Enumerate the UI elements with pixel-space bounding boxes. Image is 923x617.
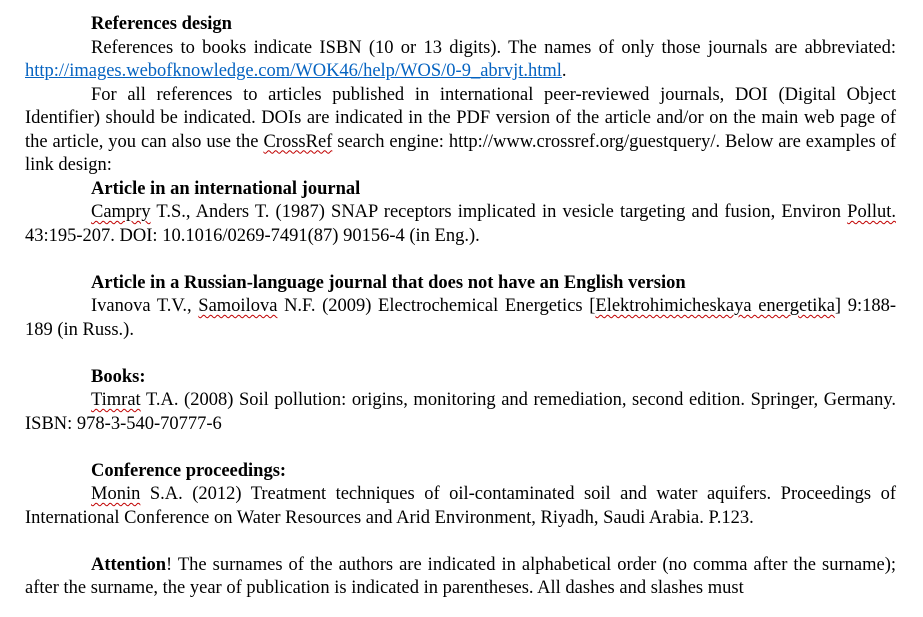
reference-text: T.S., Anders T. (1987) SNAP receptors implicated in vesicle targeting and fusion, Environ bbox=[150, 202, 848, 222]
example-international-article bbox=[25, 201, 896, 248]
author-surname: Samoilova bbox=[198, 296, 278, 316]
example-conference bbox=[25, 483, 896, 530]
heading-conference: Conference proceedings: bbox=[91, 460, 287, 481]
attention-text: ! The surnames of the authors are indicated in alphabetical order (no comma after the surname); after the surname, the year of publication is indicated in parentheses. All dashes and slashes must bbox=[25, 554, 896, 598]
crossref-word: CrossRef bbox=[263, 131, 333, 152]
blank-line bbox=[25, 248, 896, 272]
author-surname: Timrat bbox=[91, 390, 141, 410]
attention-paragraph bbox=[25, 554, 896, 601]
heading-russian-article: Article in a Russian-language journal that does not have an English version bbox=[91, 272, 686, 293]
heading-books: Books: bbox=[91, 366, 146, 387]
intro-paragraph-doi bbox=[25, 84, 896, 178]
author-surname: Monin bbox=[91, 484, 141, 504]
reference-authors: Ivanova T.V., bbox=[91, 296, 199, 316]
reference-text-end: ] 9:188-189 (in Russ.). bbox=[25, 296, 896, 340]
intro-period: . bbox=[561, 61, 567, 81]
reference-text: N.F. (2009) Electrochemical Energetics [ bbox=[277, 296, 596, 316]
journal-abbreviations-link[interactable]: http://images.webofknowledge.com/WOK46/help/WOS/0-9_abrvjt.html bbox=[25, 61, 562, 81]
example-russian-article bbox=[25, 295, 896, 342]
heading-international-article: Article in an international journal bbox=[91, 178, 361, 199]
journal-transliteration: Elektrohimicheskaya energetika bbox=[595, 296, 835, 316]
reference-text: T.A. (2008) Soil pollution: origins, monitoring and remediation, second edition. Springer, Germany. ISBN: 978-3-540-70777-6 bbox=[25, 390, 896, 434]
reference-text: S.A. (2012) Treatment techniques of oil-contaminated soil and water aquifers. Proceedings of International Conference on Water Resources and Arid Environment, Riyadh, Saudi Arabia. P.123. bbox=[25, 484, 896, 528]
blank-line bbox=[25, 342, 896, 366]
intro-paragraph-isbn bbox=[25, 37, 896, 84]
journal-abbreviation: Pollut. bbox=[847, 202, 896, 222]
blank-line bbox=[25, 436, 896, 460]
blank-line bbox=[25, 530, 896, 554]
doi-text: For all references to articles published in international peer-reviewed journals, DOI (Digital Object Identifier) should be indicated. DOIs are indicated in the PDF version of the article and/or on the main web page of the article, you can also use the bbox=[25, 84, 896, 152]
doi-text-end: search engine: http://www.crossref.org/guestquery/. Below are examples of link design: bbox=[25, 131, 896, 175]
section-title: References design bbox=[91, 14, 232, 34]
reference-text-end: 43:195-207. DOI: 10.1016/0269-7491(87) 90156-4 (in Eng.). bbox=[25, 225, 480, 246]
attention-label: Attention bbox=[91, 554, 167, 575]
intro-text: References to books indicate ISBN (10 or 13 digits). The names of only those journals are abbreviated: bbox=[91, 37, 896, 58]
author-surname: Campry bbox=[91, 202, 151, 222]
example-book bbox=[25, 389, 896, 436]
document-page bbox=[25, 13, 896, 601]
